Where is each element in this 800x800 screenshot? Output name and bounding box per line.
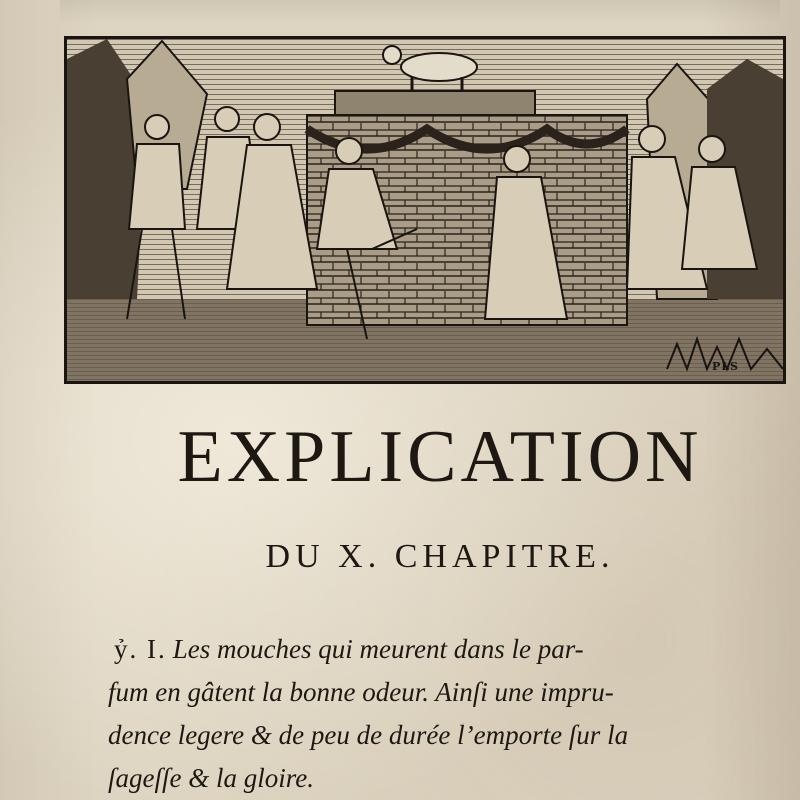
verse-marker: ỷ. I. [114, 634, 167, 664]
previous-page-bleed [60, 0, 780, 24]
engraver-signature: PLS [712, 360, 739, 373]
text-line-3: dence legere & de peu de durée l’emporte ſur la [108, 720, 629, 750]
page-title: EXPLICATION [177, 416, 703, 498]
text-line-1 [114, 628, 778, 671]
engraving-dancers-around-altar-icon [67, 39, 783, 381]
text-line-1-content: Les mouches qui meurent dans le par- [172, 634, 584, 664]
chapter-subtitle: DU X. CHAPITRE. [265, 538, 615, 575]
text-line-4: ſageſſe & la gloire. [108, 763, 314, 793]
text-line-2: fum en gâtent la bonne odeur. Ainſi une impru- [108, 677, 614, 707]
woodcut-illustration [64, 36, 786, 384]
verse-text [108, 628, 778, 800]
